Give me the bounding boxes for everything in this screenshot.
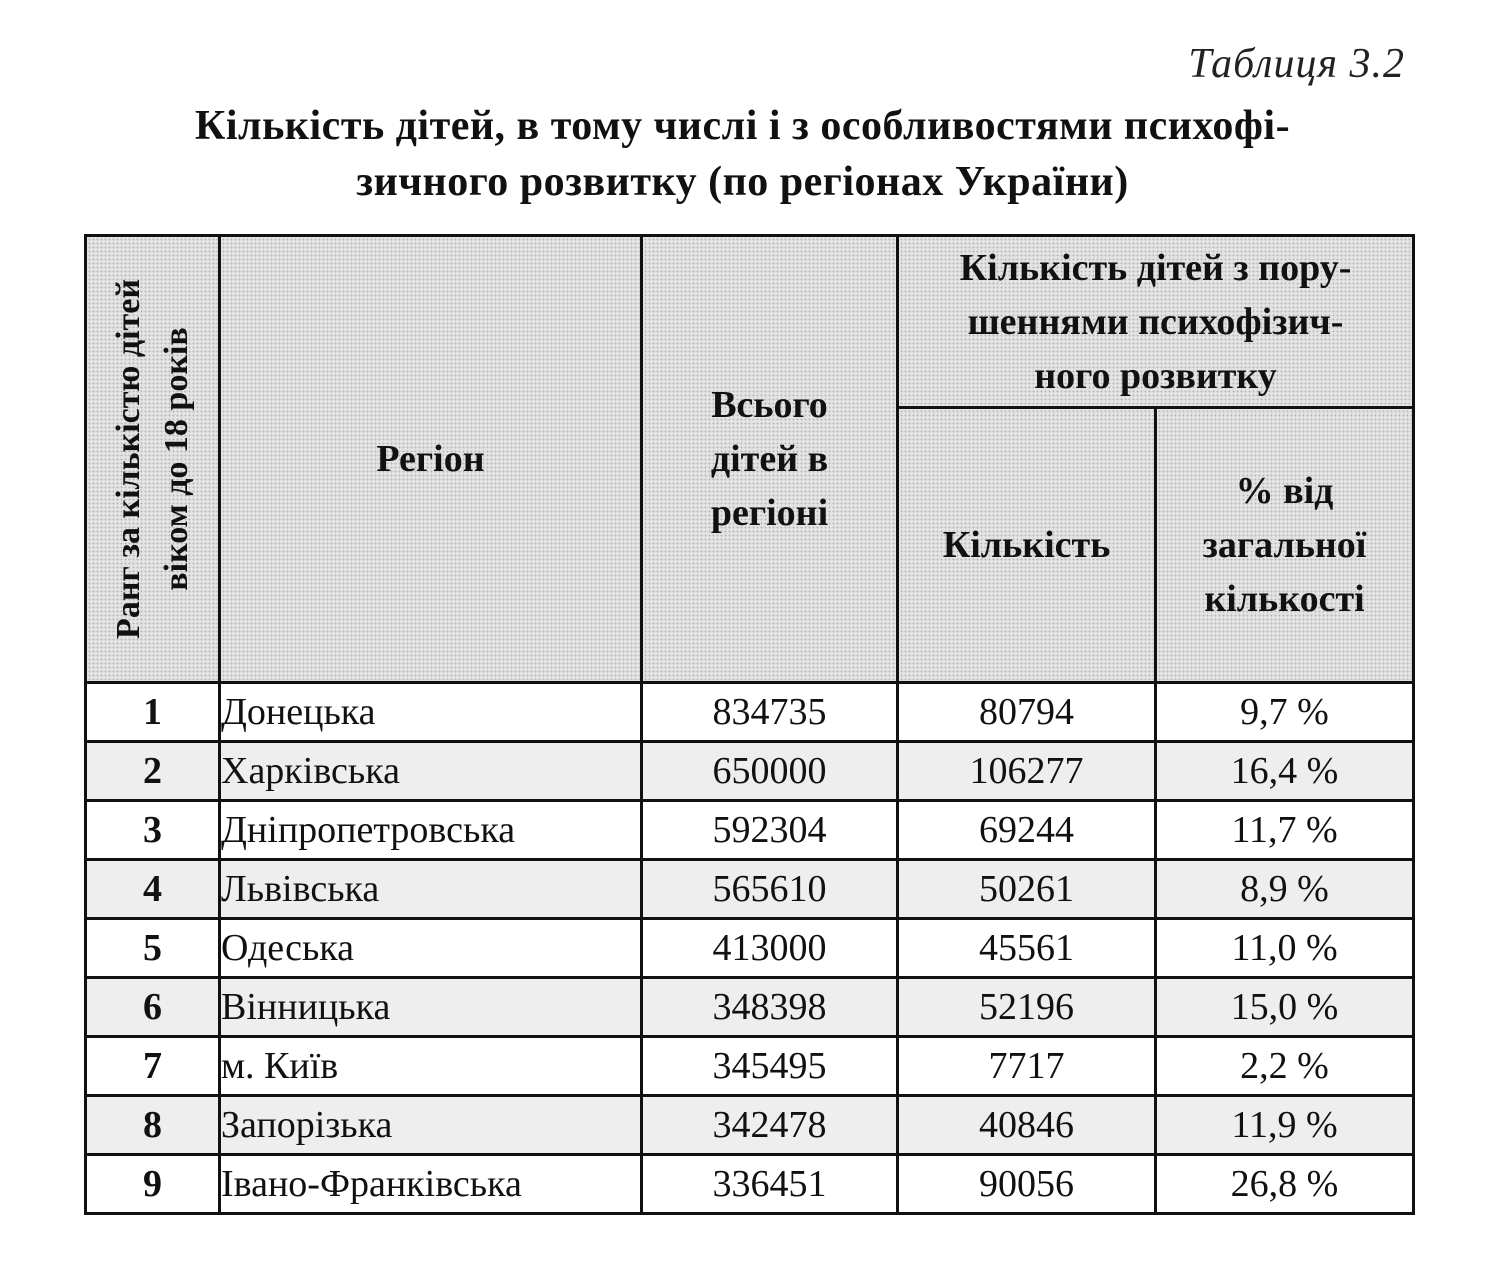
table-row	[86, 1096, 1414, 1155]
table-row	[86, 978, 1414, 1037]
header-percent-line-3: кількості	[1204, 578, 1365, 621]
header-rank	[86, 236, 220, 683]
header-count: Кількість	[898, 408, 1156, 683]
header-disorders-group	[898, 236, 1414, 408]
total-cell: 413000	[642, 919, 898, 978]
total-cell: 565610	[642, 860, 898, 919]
rank-cell: 9	[86, 1155, 220, 1214]
percent-cell: 11,9 %	[1156, 1096, 1414, 1155]
region-cell: Львівська	[220, 860, 642, 919]
count-cell: 80794	[898, 683, 1156, 742]
region-cell: Харківська	[220, 742, 642, 801]
header-percent-line-1: % від	[1235, 470, 1334, 513]
percent-cell: 15,0 %	[1156, 978, 1414, 1037]
title-line-1: Кількість дітей, в тому числі і з особливостями психофі-	[194, 103, 1291, 149]
count-cell: 52196	[898, 978, 1156, 1037]
percent-cell: 8,9 %	[1156, 860, 1414, 919]
count-cell: 90056	[898, 1155, 1156, 1214]
count-cell: 7717	[898, 1037, 1156, 1096]
region-cell: Івано-Франківська	[220, 1155, 642, 1214]
header-total-line-2: дітей в	[710, 438, 829, 480]
percent-cell: 2,2 %	[1156, 1037, 1414, 1096]
percent-cell: 11,7 %	[1156, 801, 1414, 860]
header-rank-line-2: віком до 18 років	[157, 327, 195, 591]
header-percent-line-2: загальної	[1202, 524, 1367, 567]
table-title	[60, 98, 1425, 210]
header-group-line-2: шеннями психофізич-	[967, 300, 1344, 343]
total-cell: 650000	[642, 742, 898, 801]
count-cell: 45561	[898, 919, 1156, 978]
count-cell: 40846	[898, 1096, 1156, 1155]
header-rank-line-1: Ранг за кількістю дітей	[109, 279, 147, 639]
count-cell: 69244	[898, 801, 1156, 860]
count-cell: 50261	[898, 860, 1156, 919]
table-row	[86, 919, 1414, 978]
region-cell: Вінницька	[220, 978, 642, 1037]
header-region: Регіон	[220, 236, 642, 683]
total-cell: 592304	[642, 801, 898, 860]
table-number-label: Таблиця 3.2	[1188, 41, 1405, 87]
table-row	[86, 1155, 1414, 1214]
table-row	[86, 1037, 1414, 1096]
region-cell: Донецька	[220, 683, 642, 742]
title-line-2: зичного розвитку (по регіонах України)	[356, 159, 1129, 205]
count-cell: 106277	[898, 742, 1156, 801]
children-by-region-table	[84, 234, 1415, 1215]
header-total-line-3: регіоні	[710, 492, 829, 534]
rank-cell: 8	[86, 1096, 220, 1155]
total-cell: 336451	[642, 1155, 898, 1214]
region-cell: м. Київ	[220, 1037, 642, 1096]
table-row	[86, 683, 1414, 742]
total-cell: 342478	[642, 1096, 898, 1155]
total-cell: 348398	[642, 978, 898, 1037]
header-group-line-3: ного розвитку	[1034, 354, 1277, 397]
header-rank-text	[105, 244, 201, 674]
table-row	[86, 860, 1414, 919]
percent-cell: 9,7 %	[1156, 683, 1414, 742]
region-cell: Одеська	[220, 919, 642, 978]
table-row	[86, 742, 1414, 801]
rank-cell: 7	[86, 1037, 220, 1096]
region-cell: Запорізька	[220, 1096, 642, 1155]
total-cell: 834735	[642, 683, 898, 742]
rank-cell: 3	[86, 801, 220, 860]
rank-cell: 2	[86, 742, 220, 801]
header-total-line-1: Всього	[711, 384, 828, 426]
header-group-line-1: Кількість дітей з пору-	[959, 246, 1352, 289]
percent-cell: 26,8 %	[1156, 1155, 1414, 1214]
rank-cell: 1	[86, 683, 220, 742]
header-total	[642, 236, 898, 683]
rank-cell: 4	[86, 860, 220, 919]
table-row	[86, 801, 1414, 860]
rank-cell: 5	[86, 919, 220, 978]
region-cell: Дніпропетровська	[220, 801, 642, 860]
percent-cell: 11,0 %	[1156, 919, 1414, 978]
rank-cell: 6	[86, 978, 220, 1037]
percent-cell: 16,4 %	[1156, 742, 1414, 801]
header-percent	[1156, 408, 1414, 683]
total-cell: 345495	[642, 1037, 898, 1096]
